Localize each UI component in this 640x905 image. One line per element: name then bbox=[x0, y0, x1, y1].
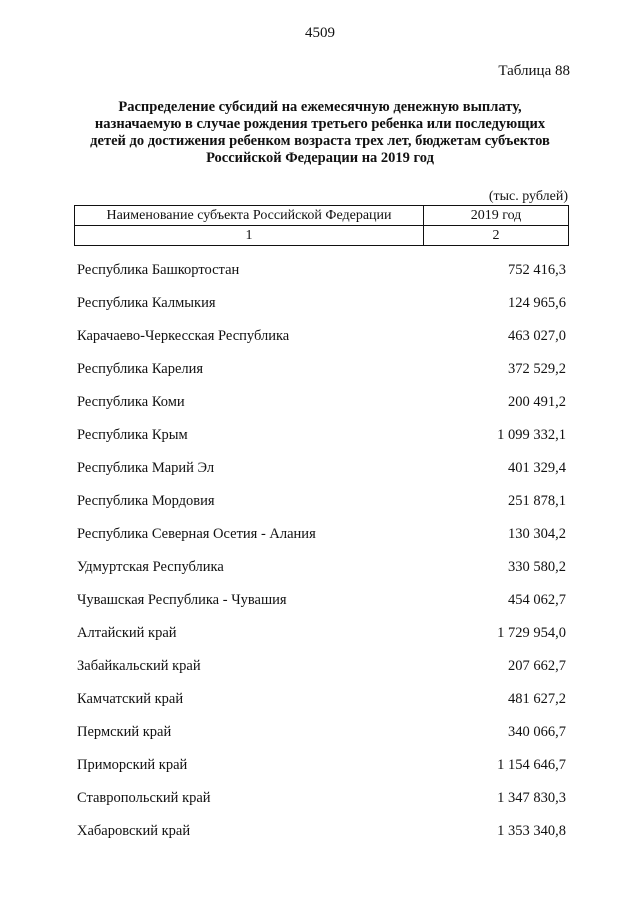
subsidy-value: 401 329,4 bbox=[508, 460, 566, 476]
table-row bbox=[77, 392, 566, 425]
subsidy-value: 1 729 954,0 bbox=[497, 625, 566, 641]
region-name: Республика Карелия bbox=[77, 361, 204, 377]
table-row bbox=[77, 656, 566, 689]
region-name: Республика Крым bbox=[77, 427, 188, 443]
region-name: Удмуртская Республика bbox=[77, 559, 224, 575]
title-line: Российской Федерации на 2019 год bbox=[206, 150, 434, 166]
region-name: Чувашская Республика - Чувашия bbox=[77, 592, 287, 608]
subsidy-value: 454 062,7 bbox=[508, 592, 566, 608]
subsidy-value: 330 580,2 bbox=[508, 559, 566, 575]
subsidy-value: 1 099 332,1 bbox=[497, 427, 566, 443]
subsidy-value: 130 304,2 bbox=[508, 526, 566, 542]
table-row bbox=[77, 722, 566, 755]
table-row bbox=[77, 590, 566, 623]
table-row bbox=[77, 491, 566, 524]
table-body bbox=[77, 260, 566, 854]
region-name: Республика Северная Осетия - Алания bbox=[77, 526, 316, 542]
region-name: Камчатский край bbox=[77, 691, 184, 707]
title-line: назначаемую в случае рождения третьего ребенка или последующих bbox=[94, 116, 546, 132]
header-row bbox=[75, 206, 569, 226]
region-name: Республика Башкортостан bbox=[77, 262, 240, 278]
table-row bbox=[77, 755, 566, 788]
region-name: Алтайский край bbox=[77, 625, 177, 641]
table-row bbox=[77, 425, 566, 458]
subsidy-value: 752 416,3 bbox=[508, 262, 566, 278]
column-header-name: Наименование субъекта Российской Федерации bbox=[75, 206, 424, 226]
document-title bbox=[75, 99, 565, 167]
column-number-1: 1 bbox=[75, 226, 424, 246]
column-number-2: 2 bbox=[424, 226, 569, 246]
region-name: Республика Мордовия bbox=[77, 493, 215, 509]
subsidy-value: 1 154 646,7 bbox=[497, 757, 566, 773]
region-name: Ставропольский край bbox=[77, 790, 211, 806]
table-row bbox=[77, 524, 566, 557]
title-line: Распределение субсидий на ежемесячную денежную выплату, bbox=[118, 99, 522, 115]
table-row bbox=[77, 293, 566, 326]
subsidy-value: 1 347 830,3 bbox=[497, 790, 566, 806]
region-name: Республика Коми bbox=[77, 394, 185, 410]
table-row bbox=[77, 260, 566, 293]
subsidy-value: 372 529,2 bbox=[508, 361, 566, 377]
subsidy-value: 251 878,1 bbox=[508, 493, 566, 509]
region-name: Пермский край bbox=[77, 724, 172, 740]
page-number: 4509 bbox=[305, 25, 335, 41]
region-name: Республика Марий Эл bbox=[77, 460, 215, 476]
region-name: Карачаево-Черкесская Республика bbox=[77, 328, 290, 344]
table-row bbox=[77, 458, 566, 491]
subsidy-value: 200 491,2 bbox=[508, 394, 566, 410]
column-number-row bbox=[75, 226, 569, 246]
table-row bbox=[77, 359, 566, 392]
title-line: детей до достижения ребенком возраста трех лет, бюджетам субъектов bbox=[90, 133, 550, 149]
subsidy-value: 481 627,2 bbox=[508, 691, 566, 707]
table-row bbox=[77, 326, 566, 359]
table-row bbox=[77, 788, 566, 821]
column-header-year: 2019 год bbox=[424, 206, 569, 226]
region-name: Приморский край bbox=[77, 757, 188, 773]
region-name: Республика Калмыкия bbox=[77, 295, 216, 311]
units-label: (тыс. рублей) bbox=[488, 189, 568, 204]
subsidy-value: 207 662,7 bbox=[508, 658, 566, 674]
subsidy-value: 1 353 340,8 bbox=[497, 823, 566, 839]
table-header bbox=[74, 205, 569, 246]
table-row bbox=[77, 821, 566, 854]
subsidy-value: 124 965,6 bbox=[508, 295, 566, 311]
subsidy-value: 340 066,7 bbox=[508, 724, 566, 740]
region-name: Забайкальский край bbox=[77, 658, 201, 674]
region-name: Хабаровский край bbox=[77, 823, 191, 839]
table-row bbox=[77, 689, 566, 722]
table-row bbox=[77, 557, 566, 590]
table-row bbox=[77, 623, 566, 656]
subsidy-value: 463 027,0 bbox=[508, 328, 566, 344]
table-label: Таблица 88 bbox=[498, 63, 570, 79]
